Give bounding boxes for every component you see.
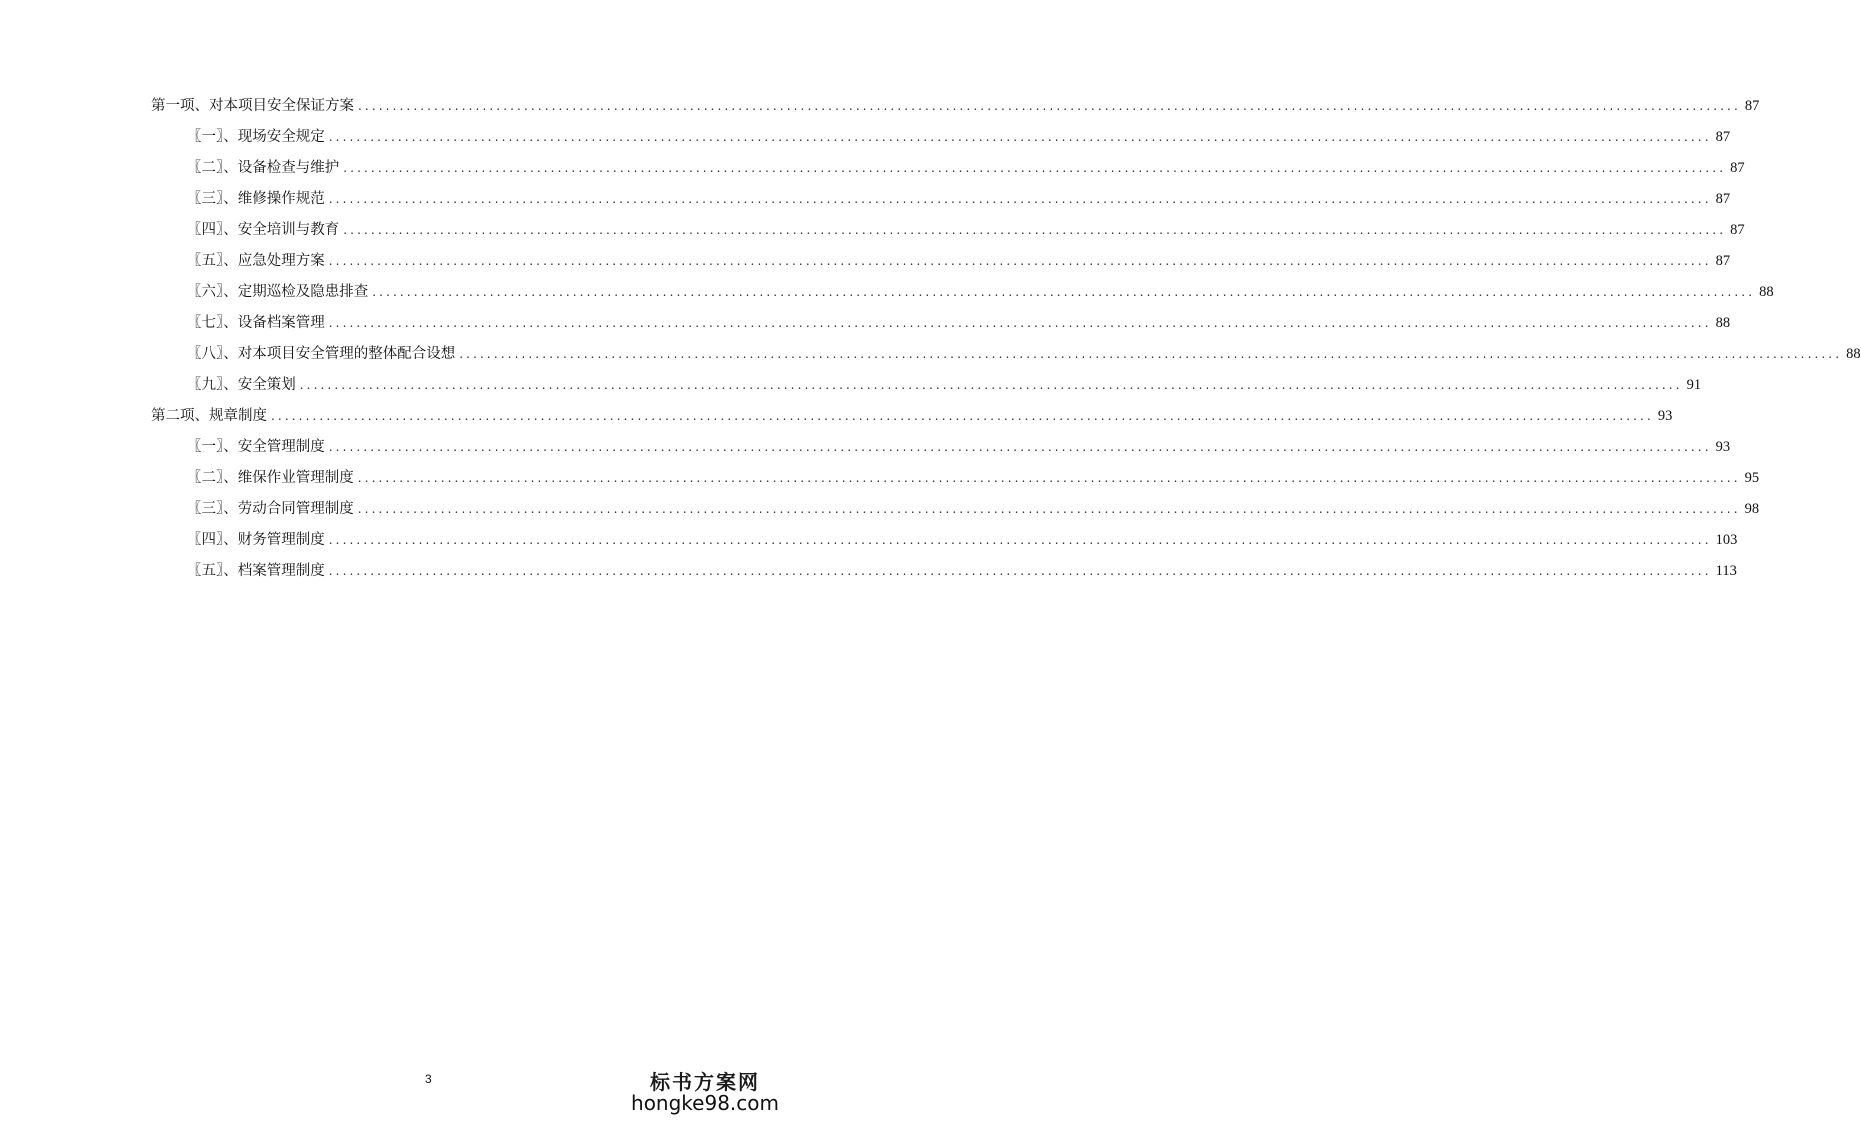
toc-entry[interactable]: [151, 432, 1731, 463]
toc-entry-page: 88: [1759, 284, 1774, 300]
toc-dot-leader: ........................................................................................................................................................................................................: [271, 409, 1654, 423]
toc-entry[interactable]: [151, 525, 1738, 556]
toc-dot-leader: ........................................................................................................................................................................................................: [459, 347, 1843, 361]
toc-entry-title: 〖六〗、定期巡检及隐患排查: [187, 284, 369, 300]
toc-dot-leader: ........................................................................................................................................................................................................: [328, 564, 1712, 578]
toc-entry-page: 87: [1744, 98, 1760, 114]
toc-dot-leader: ........................................................................................................................................................................................................: [328, 192, 1712, 206]
toc-entry-page: 88: [1715, 315, 1731, 331]
toc-entry-page: 87: [1715, 129, 1731, 145]
toc-entry-title: 〖八〗、对本项目安全管理的整体配合设想: [187, 346, 456, 362]
toc-dot-leader: ........................................................................................................................................................................................................: [357, 502, 1741, 516]
toc-entry[interactable]: [151, 91, 1760, 122]
toc-dot-leader: ........................................................................................................................................................................................................: [328, 130, 1712, 144]
toc-dot-leader: ........................................................................................................................................................................................................: [357, 471, 1741, 485]
toc-entry[interactable]: [151, 494, 1760, 525]
toc-entry[interactable]: [151, 246, 1731, 277]
toc-entry-title: 〖一〗、现场安全规定: [187, 129, 325, 145]
toc-entry-title: 〖三〗、维修操作规范: [187, 191, 325, 207]
toc-dot-leader: ........................................................................................................................................................................................................: [328, 316, 1712, 330]
toc-entry-title: 〖五〗、档案管理制度: [187, 563, 325, 579]
toc-entry-title: 〖七〗、设备档案管理: [187, 315, 325, 331]
toc-entry-page: 87: [1715, 191, 1731, 207]
toc-dot-leader: ........................................................................................................................................................................................................: [343, 223, 1727, 237]
toc-dot-leader: ........................................................................................................................................................................................................: [328, 440, 1712, 454]
toc-entry-title: 〖二〗、设备检查与维护: [187, 160, 340, 176]
toc-dot-leader: ........................................................................................................................................................................................................: [328, 533, 1712, 547]
toc-entry-title: 〖三〗、劳动合同管理制度: [187, 501, 354, 517]
toc-entry[interactable]: [151, 401, 1673, 432]
toc-entry-page: 103: [1715, 532, 1738, 548]
toc-entry-page: 98: [1744, 501, 1760, 517]
watermark-name: 标书方案网: [650, 1070, 760, 1094]
toc-entry-page: 88: [1846, 346, 1861, 362]
toc-entry[interactable]: [151, 556, 1737, 587]
toc-entry-page: 87: [1730, 160, 1745, 176]
toc-dot-leader: ........................................................................................................................................................................................................: [372, 285, 1756, 299]
page-number: 3: [425, 1072, 432, 1086]
toc-entry-page: 95: [1744, 470, 1760, 486]
toc-entry-title: 〖四〗、安全培训与教育: [187, 222, 340, 238]
toc-entry-page: 93: [1657, 408, 1673, 424]
watermark-url: hongke98.com: [631, 1091, 779, 1115]
toc-entry-page: 91: [1686, 377, 1702, 393]
toc-dot-leader: ........................................................................................................................................................................................................: [358, 99, 1741, 113]
toc-entry-page: 93: [1715, 439, 1731, 455]
toc-entry-page: 87: [1730, 222, 1745, 238]
toc-entry[interactable]: [151, 339, 1861, 370]
toc-dot-leader: ........................................................................................................................................................................................................: [299, 378, 1683, 392]
toc-entry[interactable]: [151, 122, 1731, 153]
toc-entry[interactable]: [151, 277, 1774, 308]
toc-entry[interactable]: [151, 184, 1731, 215]
toc-entry[interactable]: [151, 308, 1731, 339]
toc-entry-title: 〖四〗、财务管理制度: [187, 532, 325, 548]
toc-entry[interactable]: [151, 153, 1745, 184]
toc-dot-leader: ........................................................................................................................................................................................................: [328, 254, 1712, 268]
toc-entry-title: 〖一〗、安全管理制度: [187, 439, 325, 455]
toc-entry-title: 第一项、对本项目安全保证方案: [151, 98, 354, 114]
toc-entry-page: 87: [1715, 253, 1731, 269]
toc-entry-title: 〖九〗、安全策划: [187, 377, 296, 393]
table-of-contents: [151, 91, 1861, 587]
toc-entry[interactable]: [151, 463, 1760, 494]
toc-entry-title: 〖二〗、维保作业管理制度: [187, 470, 354, 486]
toc-entry[interactable]: [151, 370, 1702, 401]
toc-entry-page: 113: [1715, 563, 1737, 579]
watermark-logo: [631, 1072, 779, 1114]
toc-entry-title: 〖五〗、应急处理方案: [187, 253, 325, 269]
toc-entry[interactable]: [151, 215, 1745, 246]
toc-dot-leader: ........................................................................................................................................................................................................: [343, 161, 1727, 175]
toc-entry-title: 第二项、规章制度: [151, 408, 267, 424]
